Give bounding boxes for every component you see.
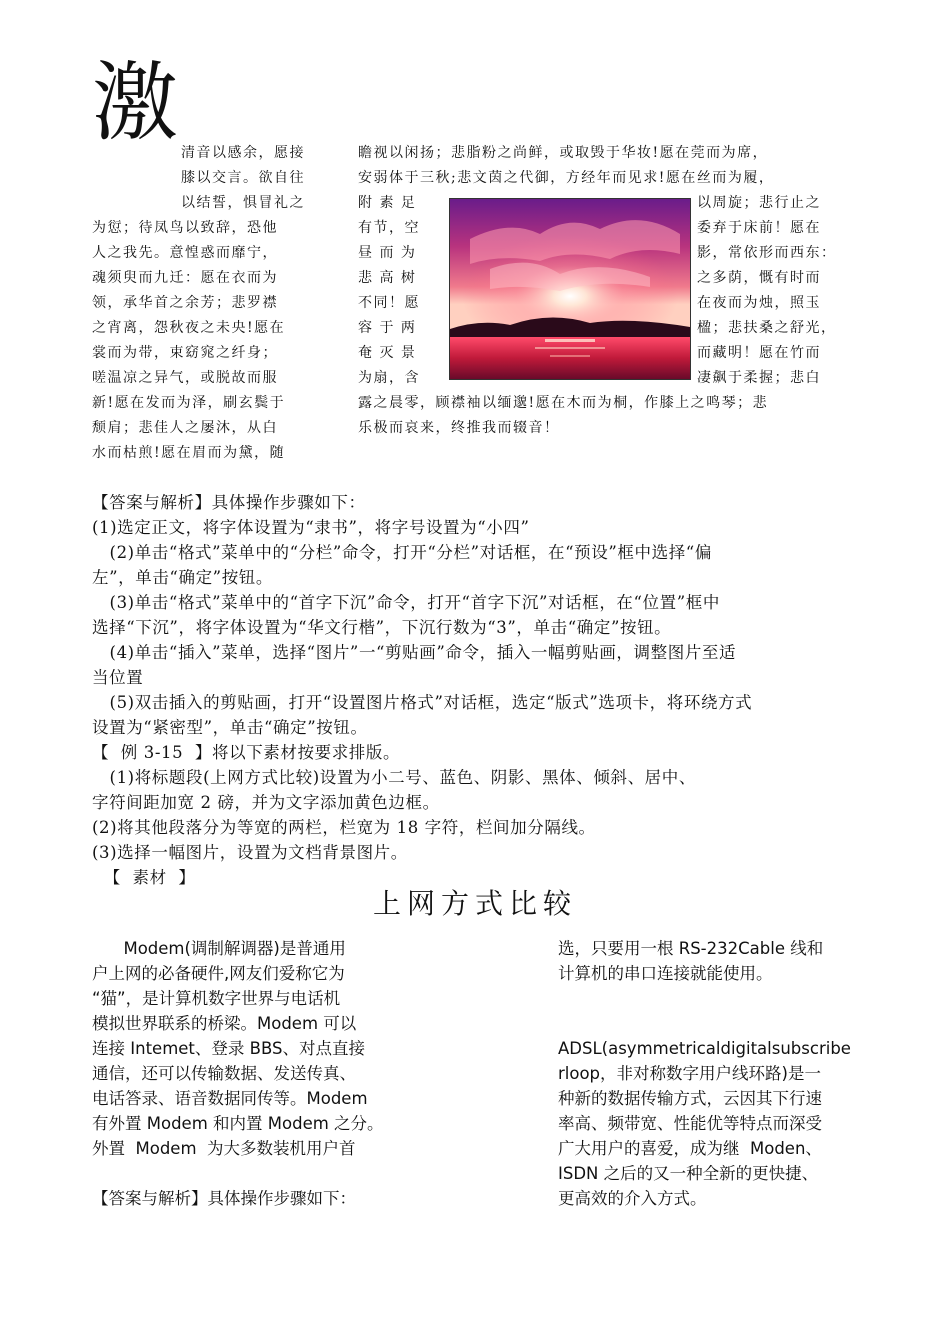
poem-line: 凄飙于柔握；悲白 [697, 370, 821, 386]
poem-line: 颓肩；悲佳人之屡沐，从白 [92, 420, 278, 436]
material-line: rloop，非对称数字用户线环路)是一 [558, 1064, 821, 1083]
material-line: 通信，还可以传输数据、发送传真、 [92, 1064, 356, 1083]
poem-line: 裳而为带，束窈窕之纤身； [92, 345, 278, 361]
answer-line: 设置为“紧密型”，单击“确定”按钮。 [92, 718, 368, 737]
poem-line: 而藏明！愿在竹而 [697, 345, 821, 361]
answer-line: 字符间距加宽 2 磅，并为文字添加黄色边框。 [92, 793, 440, 812]
poem-line: 容 于 两 [358, 320, 417, 336]
poem-line: 以结誓，惧冒礼之 [181, 195, 305, 211]
material-line [558, 986, 851, 1011]
answer-line: (2)将其他段落分为等宽的两栏，栏宽为 18 字符，栏间加分隔线。 [92, 818, 596, 837]
answer-line: (5)双击插入的剪贴画，打开“设置图片格式”对话框，选定“版式”选项卡，将环绕方式 [92, 693, 753, 712]
answer-line: (3)选择一幅图片，设置为文档背景图片。 [92, 843, 408, 862]
material-line [92, 1161, 384, 1186]
material-line: 【答案与解析】具体操作步骤如下： [92, 1189, 356, 1208]
material-line: 连接 Intemet、登录 BBS、对点直接 [92, 1039, 365, 1058]
poem-line: 委弃于床前！愿在 [697, 220, 821, 236]
material-line: 率高、频带宽、性能优等特点而深受 [558, 1114, 822, 1133]
drop-cap: 激 [92, 53, 178, 153]
material-line: 外置 Modem 为大多数装机用户首 [92, 1139, 356, 1158]
poem-line: 人之我先。意惶惑而靡宁， [92, 245, 278, 261]
material-line: ISDN 之后的又一种全新的更快捷、 [558, 1164, 819, 1183]
poem-line: 膝以交言。欲自往 [181, 170, 305, 186]
material-line: 选，只要用一根 RS-232Cable 线和 [558, 939, 824, 958]
answer-line: 选择“下沉”，将字体设置为“华文行楷”，下沉行数为“3”，单击“确定”按钮。 [92, 618, 672, 637]
poem-line: 附 素 足 [358, 195, 417, 211]
material-line: 计算机的串口连接就能使用。 [558, 964, 773, 983]
poem-line: 影，常依形而西东： [697, 245, 837, 261]
poem-line: 之宵离，怨秋夜之未央!愿在 [92, 320, 286, 336]
poem-line: 露之晨零，顾襟袖以缅邈!愿在木而为桐，作膝上之鸣琴；悲 [358, 395, 769, 411]
answer-line: 【 例 3-15 】将以下素材按要求排版。 [92, 743, 401, 762]
material-line: 电话答录、语音数据同传等。Modem [92, 1089, 368, 1108]
answer-line: (4)单击“插入”菜单，选择“图片”一“剪贴画”命令，插入一幅剪贴画，调整图片至适 [92, 643, 737, 662]
poem-line: 嗟温凉之异气，或脱故而服 [92, 370, 278, 386]
poem-line: 安弱体于三秋;悲文茵之代御，方经年而见求!愿在丝而为履， [358, 170, 775, 186]
answer-line: (1)将标题段(上网方式比较)设置为小二号、蓝色、阴影、黑体、倾斜、居中、 [92, 768, 696, 787]
material-line: 模拟世界联系的桥梁。Modem 可以 [92, 1014, 357, 1033]
answer-line: (1)选定正文，将字体设置为“隶书”，将字号设置为“小四” [92, 518, 530, 537]
material-title: 上网方式比较 [372, 887, 577, 920]
sunset-clipart [449, 198, 691, 380]
material-line: “猫”，是计算机数字世界与电话机 [92, 989, 341, 1008]
material-line: 广大用户的喜爱，成为继 Moden、 [558, 1139, 822, 1158]
material-line: 种新的数据传输方式，云因其下行速 [558, 1089, 822, 1108]
answer-line: 【答案与解析】具体操作步骤如下： [92, 493, 366, 512]
answer-line: (2)单击“格式”菜单中的“分栏”命令，打开“分栏”对话框，在“预设”框中选择“偏 [92, 543, 712, 562]
answer-line: (3)单击“格式”菜单中的“首字下沉”命令，打开“首字下沉”对话框，在“位置”框中 [92, 593, 720, 612]
poem-line: 之多荫，慨有时而 [697, 270, 821, 286]
answer-line: 【 素材 】 [92, 868, 196, 887]
material-line: ADSL(asymmetricaldigitalsubscribe [558, 1039, 851, 1058]
poem-line: 以周旋；悲行止之 [697, 195, 821, 211]
material-line: 有外置 Modem 和内置 Modem 之分。 [92, 1114, 384, 1133]
material-line: 更高效的介入方式。 [558, 1189, 707, 1208]
poem-line: 魂须臾而九迁：愿在衣而为 [92, 270, 278, 286]
material-line: Modem(调制解调器)是普通用 [92, 939, 346, 958]
poem-line: 悲 高 树 [358, 270, 417, 286]
poem-line: 为愆；待凤鸟以致辞，恐他 [92, 220, 278, 236]
poem-line: 在夜而为烛，照玉 [697, 295, 821, 311]
poem-line: 奄 灭 景 [358, 345, 417, 361]
material-line: 户上网的必备硬件,网友们爱称它为 [92, 964, 345, 983]
poem-line: 瞻视以闲扬；悲脂粉之尚鲜，或取毁于华妆!愿在莞而为席， [358, 145, 769, 161]
material-left-column [92, 936, 384, 1211]
poem-line: 有节，空 [358, 220, 420, 236]
poem-line: 楹；悲扶桑之舒光， [697, 320, 837, 336]
poem-line: 领，承华首之余芳；悲罗襟 [92, 295, 278, 311]
poem-line: 昼 而 为 [358, 245, 417, 261]
answer-line: 左”，单击“确定”按钮。 [92, 568, 274, 587]
material-right-column [558, 936, 851, 1211]
poem-line: 不同！愿 [358, 295, 420, 311]
poem-line: 为扇，含 [358, 370, 420, 386]
poem-line: 水而枯煎!愿在眉而为黛，随 [92, 445, 286, 461]
answer-line: 当位置 [92, 668, 144, 687]
poem-line: 乐极而哀来，终推我而辍音！ [358, 420, 560, 436]
poem-line: 新!愿在发而为泽，刷玄鬓于 [92, 395, 286, 411]
material-line [558, 1011, 851, 1036]
poem-line: 清音以感余，愿接 [181, 145, 305, 161]
